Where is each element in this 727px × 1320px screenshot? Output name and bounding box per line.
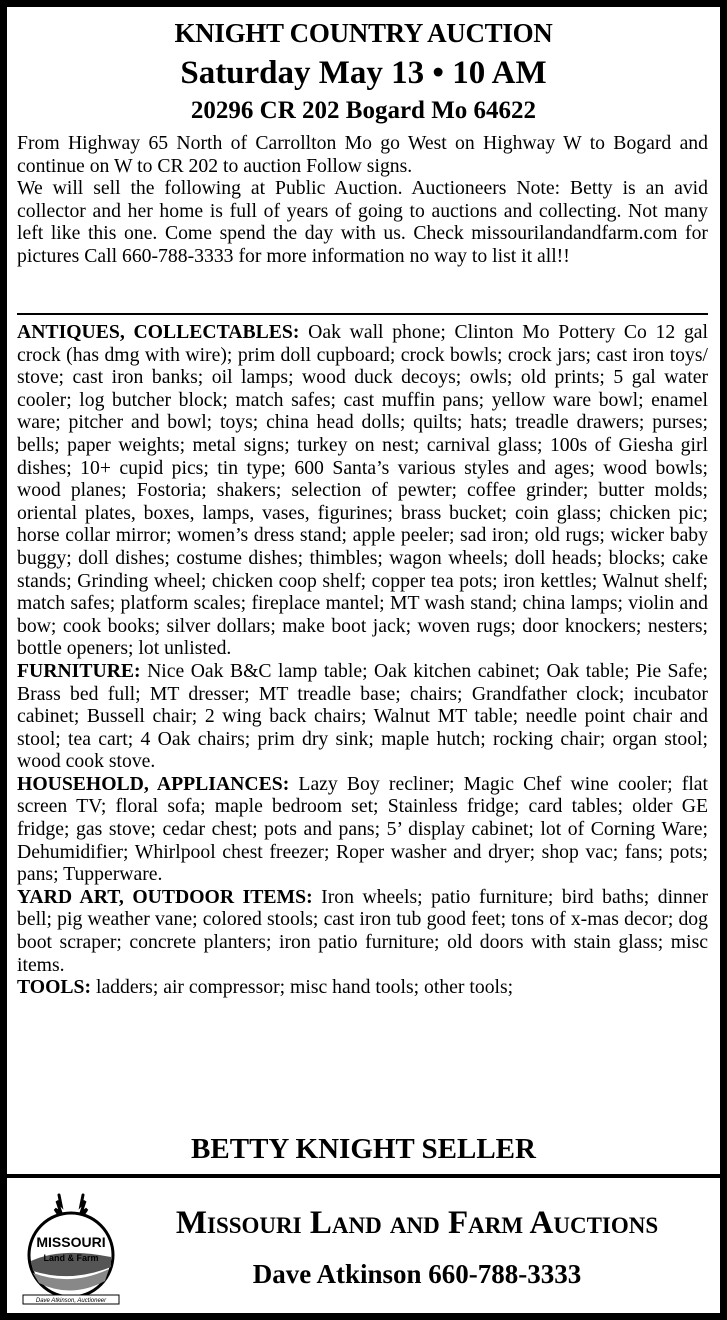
auctioneer-note: We will sell the following at Public Auction. Auctioneers Note: Betty is an avid collector and her home is full of years of going to auctions and collecting. Not many left like this one. Come spend the day with us. Check missourilandandfarm.com for pictures Call 660-788-3333 for more information no way to list it all!! (17, 177, 708, 267)
company-logo (21, 1187, 121, 1305)
auction-address: 20296 CR 202 Bogard Mo 64622 (190, 97, 537, 124)
section-furniture (17, 660, 708, 773)
intro-text (17, 132, 708, 268)
logo-land-farm-text: Land & Farm (43, 1253, 99, 1263)
directions-text: From Highway 65 North of Carrollton Mo go West on Highway W to Bogard and continue on W to CR 202 to auction Follow signs. (17, 132, 708, 177)
section-items: Oak wall phone; Clinton Mo Pottery Co 12 gal crock (has dmg with wire); prim doll cupboard; crock bowls; crock jars; cast iron toys/ stove; cast iron banks; oil lamps; wood duck decoys; owls; old prints; 5 gal water cooler; log butcher block; match safes; cast muffin pans; yellow ware bowl; enamel ware; pitcher and bowl; toys; china head dolls; quilts; hats; treadle drawers; purses; bells; paper weights; metal signs; turkey on nest; carnival glass; 100s of Giesha girl dishes; 10+ cupid pics; tin type; 600 Santa’s various styles and ages; wood bowls; wood planes; Fostoria; shakers; selection of pewter; coffee grinder; butter molds; oriental plates, boxes, lamps, vases, figurines; brass bucket; coin glass; chicken pic; horse collar mirror; women’s dress stand; apple peeler; sad iron; old rugs; wicker baby buggy; doll dishes; costume dishes; thimbles; wagon wheels; doll heads; blocks; cake stands; Grinding wheel; chicken coop shelf; copper tea pots; iron kettles; Walnut shelf; match safes; platform scales; fireplace mantel; MT wash stand; china lamps; violin and bow; cook books; silver dollars; make boot jack; woven rugs; door knockers; nesters; bottle openers; lot unlisted. (17, 321, 708, 660)
logo-missouri-text: MISSOURI (36, 1234, 106, 1250)
section-items: Iron wheels; patio furniture; bird baths; dinner bell; pig weather vane; colored stools; cast iron tub good feet; tons of x-mas decor; dog boot scraper; concrete planters; iron patio furniture; old doors with stain glass; misc items. (17, 885, 709, 976)
section-heading: YARD ART, OUTDOOR ITEMS: (17, 885, 313, 908)
footer-divider (7, 1174, 720, 1178)
section-yard-art (17, 886, 708, 976)
seller-name: BETTY KNIGHT SELLER (191, 1133, 536, 1165)
section-heading: FURNITURE: (17, 659, 141, 682)
section-household (17, 773, 708, 886)
auction-date: Saturday May 13 • 10 AM (180, 55, 547, 91)
contact-line: Dave Atkinson 660-788-3333 (252, 1259, 582, 1289)
section-items: Lazy Boy recliner; Magic Chef wine cooler; flat screen TV; floral sofa; maple bedroom set; Stainless fridge; card tables; older GE fridge; gas stove; cedar chest; pots and pans; 5’ display cabinet; lot of Corning Ware; Dehumidifier; Whirlpool chest freezer; Roper washer and dryer; shop vac; fans; pots; pans; Tupperware. (17, 772, 709, 886)
ad-frame (7, 7, 720, 1313)
section-antiques (17, 321, 708, 660)
section-tools (17, 976, 708, 999)
section-items: ladders; air compressor; misc hand tools; other tools; (95, 976, 514, 999)
section-heading: HOUSEHOLD, APPLIANCES: (17, 772, 290, 795)
section-items: Nice Oak B&C lamp table; Oak kitchen cabinet; Oak table; Pie Safe; Brass bed full; MT dresser; MT treadle base; chairs; Grandfather clock; incubator cabinet; Bussell chair; 2 wing back chairs; Walnut MT table; needle point chair and stool; tea cart; 4 Oak chairs; prim dry sink; maple hutch; rocking chair; organ stool; wood cook stove. (17, 659, 708, 773)
section-rule (17, 313, 708, 315)
section-heading: ANTIQUES, COLLECTABLES: (17, 321, 300, 343)
auction-title: KNIGHT COUNTRY AUCTION (174, 18, 553, 48)
company-name: Missouri Land and Farm Auctions (175, 1205, 659, 1241)
item-listings (17, 321, 708, 999)
logo-tagline: Dave Atkinson, Auctioneer (35, 1298, 107, 1304)
section-heading: TOOLS: (17, 976, 92, 999)
